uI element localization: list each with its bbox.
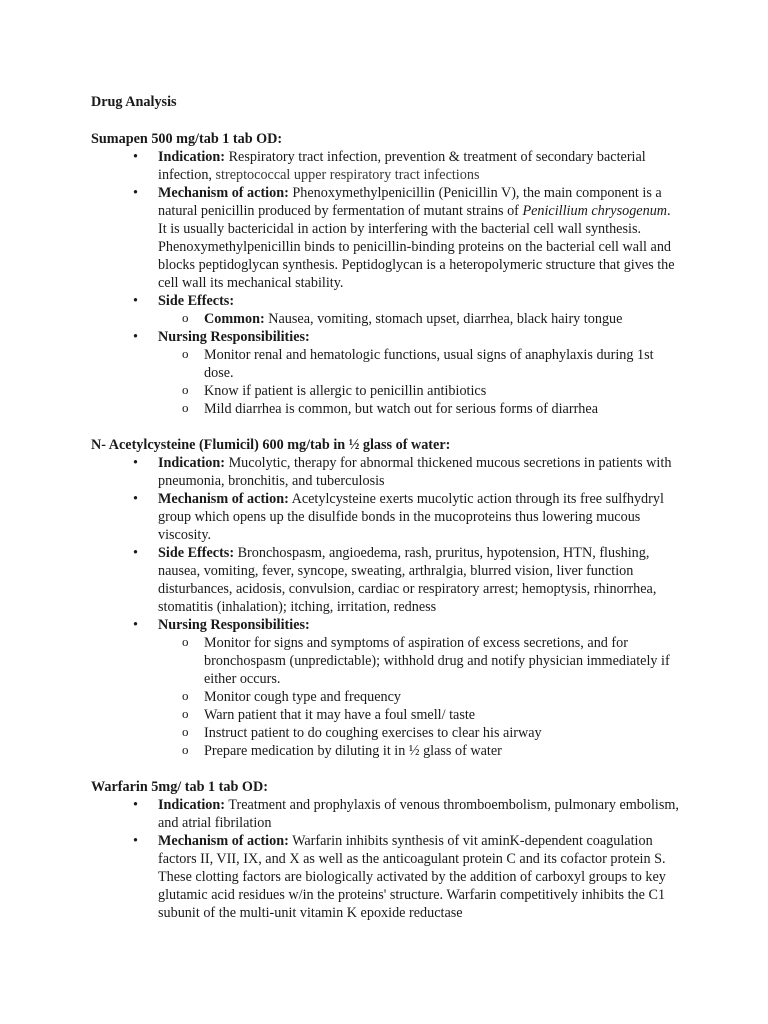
drug-heading: Warfarin 5mg/ tab 1 tab OD: xyxy=(91,779,268,795)
side-effects-label: Side Effects: xyxy=(158,545,235,561)
nursing-point: o Know if patient is allergic to penicillin antibiotics xyxy=(204,382,681,400)
drug-details-list xyxy=(91,148,681,418)
nursing-label: Nursing Responsibilities: xyxy=(158,329,310,345)
nursing-item xyxy=(158,616,681,760)
drug-details-list xyxy=(91,796,681,922)
indication-text: Treatment and prophylaxis of venous thromboembolism, pulmonary embolism, and atrial fibrilation xyxy=(158,797,679,831)
side-effects-item xyxy=(158,544,681,616)
indication-item xyxy=(158,796,681,832)
common-label: Common: xyxy=(204,311,265,327)
mechanism-species: Penicillium chrysogenum xyxy=(522,203,668,219)
indication-label: Indication: xyxy=(158,455,226,471)
nursing-label: Nursing Responsibilities: xyxy=(158,617,310,633)
nursing-point: o Prepare medication by diluting it in ½ glass of water xyxy=(204,742,681,760)
indication-text: Respiratory tract infection, prevention & treatment of secondary bacterial infection, xyxy=(158,149,646,183)
drug-heading: Sumapen 500 mg/tab 1 tab OD: xyxy=(91,131,283,147)
indication-label: Indication: xyxy=(158,797,226,813)
nursing-point: o Monitor cough type and frequency xyxy=(204,688,681,706)
indication-label: Indication: xyxy=(158,149,226,165)
mechanism-text: Warfarin inhibits synthesis of vit aminK-dependent coagulation factors II, VII, IX, and X as well as the anticoagulant protein C and its cofactor protein S. These clotting factors are biologically activated by the addition of carboxyl groups to key glutamic acid residues w/in the proteins' structure. Warfarin competitively inhibits the C1 subunit of the multi-unit vitamin K epoxide reductase xyxy=(158,833,666,921)
nursing-point: o Instruct patient to do coughing exercises to clear his airway xyxy=(204,724,681,742)
drug-section-sumapen xyxy=(91,130,681,418)
drug-details-list xyxy=(91,454,681,760)
mechanism-label: Mechanism of action: xyxy=(158,833,289,849)
drug-section-warfarin xyxy=(91,778,681,922)
drug-section-acetylcysteine xyxy=(91,436,681,760)
indication-text: Mucolytic, therapy for abnormal thickened mucous secretions in patients with pneumonia, bronchitis, and tuberculosis xyxy=(158,455,672,489)
nursing-point: o Mild diarrhea is common, but watch out for serious forms of diarrhea xyxy=(204,400,681,418)
mechanism-label: Mechanism of action: xyxy=(158,491,289,507)
side-effects-label: Side Effects: xyxy=(158,293,235,309)
common-text: Nausea, vomiting, stomach upset, diarrhea, black hairy tongue xyxy=(268,311,623,327)
side-effect-common xyxy=(204,310,681,328)
side-effects-text: Bronchospasm, angioedema, rash, pruritus, hypotension, HTN, flushing, nausea, vomiting, fever, syncope, sweating, arthralgia, blurred vision, liver function disturbances, acidosis, convulsion, cardiac or respiratory arrest; hemoptysis, rhinorrhea, stomatitis (inhalation); itching, irritation, redness xyxy=(158,545,657,615)
nursing-point: o Monitor renal and hematologic functions, usual signs of anaphylaxis during 1st dose. xyxy=(204,346,681,382)
indication-item xyxy=(158,454,681,490)
nursing-item xyxy=(158,328,681,418)
side-effects-sublist xyxy=(158,310,681,328)
mechanism-item xyxy=(158,490,681,544)
side-effects-item xyxy=(158,292,681,328)
drug-heading: N- Acetylcysteine (Flumicil) 600 mg/tab in ½ glass of water: xyxy=(91,437,451,453)
nursing-point: o Warn patient that it may have a foul smell/ taste xyxy=(204,706,681,724)
mechanism-label: Mechanism of action: xyxy=(158,185,289,201)
mechanism-text: Acetylcysteine exerts mucolytic action through its free sulfhydryl group which opens up the disulfide bonds in the mucoproteins thus lowering mucous viscosity. xyxy=(158,491,664,543)
document-page xyxy=(91,93,681,940)
mechanism-text: Phenoxymethylpenicillin (Penicillin V), the main component is a natural penicillin produced by fermentation of mutant strains of xyxy=(158,185,662,219)
document-title: Drug Analysis xyxy=(91,94,177,110)
nursing-point: o Monitor for signs and symptoms of aspiration of excess secretions, and for bronchospasm (unpredictable); withhold drug and notify physician immediately if either occurs. xyxy=(204,634,681,688)
mechanism-item xyxy=(158,832,681,922)
indication-text-extra: streptococcal upper respiratory tract infections xyxy=(215,167,480,183)
indication-item xyxy=(158,148,681,184)
nursing-sublist xyxy=(158,634,681,760)
mechanism-text-cont: . It is usually bactericidal in action by interfering with the bacterial cell wall synthesis. Phenoxymethylpenicillin binds to penicillin-binding proteins on the bacterial cell wall and blocks peptidoglycan synthesis. Peptidoglycan is a heteropolymeric structure that gives the cell wall its mechanical stability. xyxy=(158,203,675,291)
nursing-sublist xyxy=(158,346,681,418)
mechanism-item xyxy=(158,184,681,292)
